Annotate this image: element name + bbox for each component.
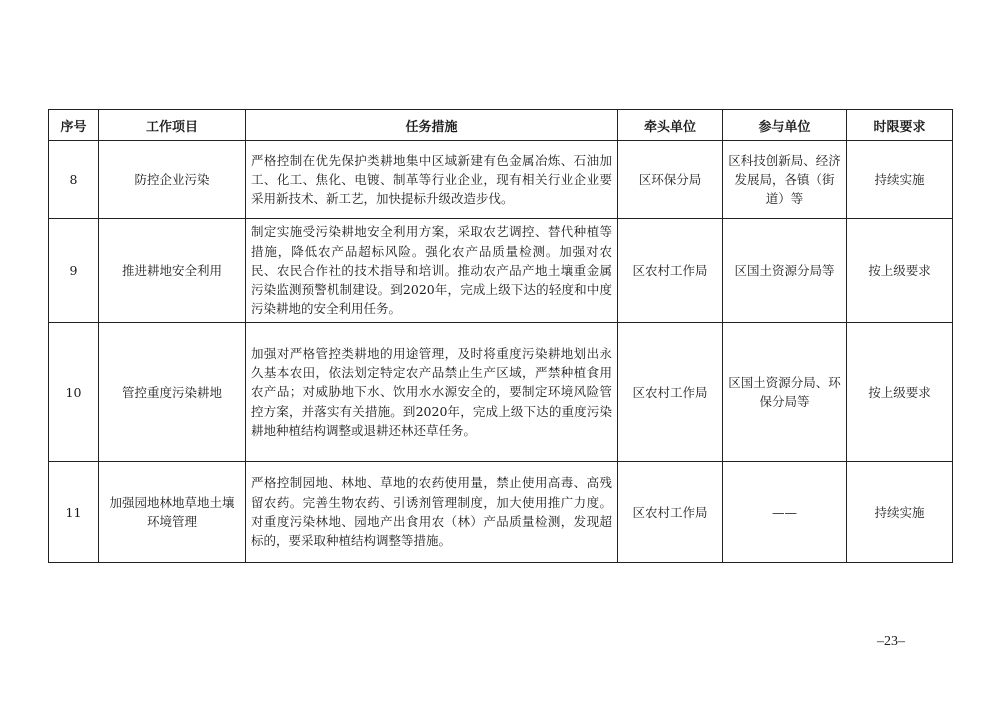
cell-lead: 区农村工作局 (618, 462, 723, 563)
header-lead: 牵头单位 (618, 110, 723, 141)
cell-deadline: 按上级要求 (847, 323, 953, 462)
cell-project: 加强园地林地草地土壤环境管理 (99, 462, 246, 563)
cell-project: 推进耕地安全利用 (99, 219, 246, 323)
table-row (49, 462, 953, 563)
header-participants: 参与单位 (723, 110, 847, 141)
cell-measures: 制定实施受污染耕地安全利用方案，采取农艺调控、替代种植等措施，降低农产品超标风险。强化农产品质量检测。加强对农民、农民合作社的技术指导和培训。推动农产品产地土壤重金属污染监测预警机制建设。到2020年，完成上级下达的轻度和中度污染耕地的安全利用任务。 (246, 219, 618, 323)
cell-participants: 区国土资源分局等 (723, 219, 847, 323)
header-project: 工作项目 (99, 110, 246, 141)
page-number: –23– (877, 634, 905, 649)
cell-deadline: 持续实施 (847, 141, 953, 219)
cell-project: 管控重度污染耕地 (99, 323, 246, 462)
table-row (49, 141, 953, 219)
cell-measures: 严格控制园地、林地、草地的农药使用量，禁止使用高毒、高残留农药。完善生物农药、引诱剂管理制度，加大使用推广力度。对重度污染林地、园地产出食用农（林）产品质量检测，发现超标的，要采取种植结构调整等措施。 (246, 462, 618, 563)
cell-measures: 加强对严格管控类耕地的用途管理，及时将重度污染耕地划出永久基本农田，依法划定特定农产品禁止生产区域，严禁种植食用农产品；对威胁地下水、饮用水水源安全的，要制定环境风险管控方案，并落实有关措施。到2020年，完成上级下达的重度污染耕地种植结构调整或退耕还林还草任务。 (246, 323, 618, 462)
cell-no: 8 (49, 141, 99, 219)
table-header-row (49, 110, 953, 141)
table-row (49, 323, 953, 462)
header-deadline: 时限要求 (847, 110, 953, 141)
header-no: 序号 (49, 110, 99, 141)
cell-no: 10 (49, 323, 99, 462)
table-row (49, 219, 953, 323)
cell-participants: —— (723, 462, 847, 563)
cell-participants: 区国土资源分局、环保分局等 (723, 323, 847, 462)
cell-lead: 区环保分局 (618, 141, 723, 219)
cell-no: 9 (49, 219, 99, 323)
header-measures: 任务措施 (246, 110, 618, 141)
cell-lead: 区农村工作局 (618, 219, 723, 323)
cell-measures: 严格控制在优先保护类耕地集中区域新建有色金属冶炼、石油加工、化工、焦化、电镀、制革等行业企业，现有相关行业企业要采用新技术、新工艺，加快提标升级改造步伐。 (246, 141, 618, 219)
cell-no: 11 (49, 462, 99, 563)
cell-deadline: 持续实施 (847, 462, 953, 563)
cell-project: 防控企业污染 (99, 141, 246, 219)
cell-participants: 区科技创新局、经济发展局，各镇（街道）等 (723, 141, 847, 219)
task-table (48, 109, 953, 563)
cell-lead: 区农村工作局 (618, 323, 723, 462)
cell-deadline: 按上级要求 (847, 219, 953, 323)
